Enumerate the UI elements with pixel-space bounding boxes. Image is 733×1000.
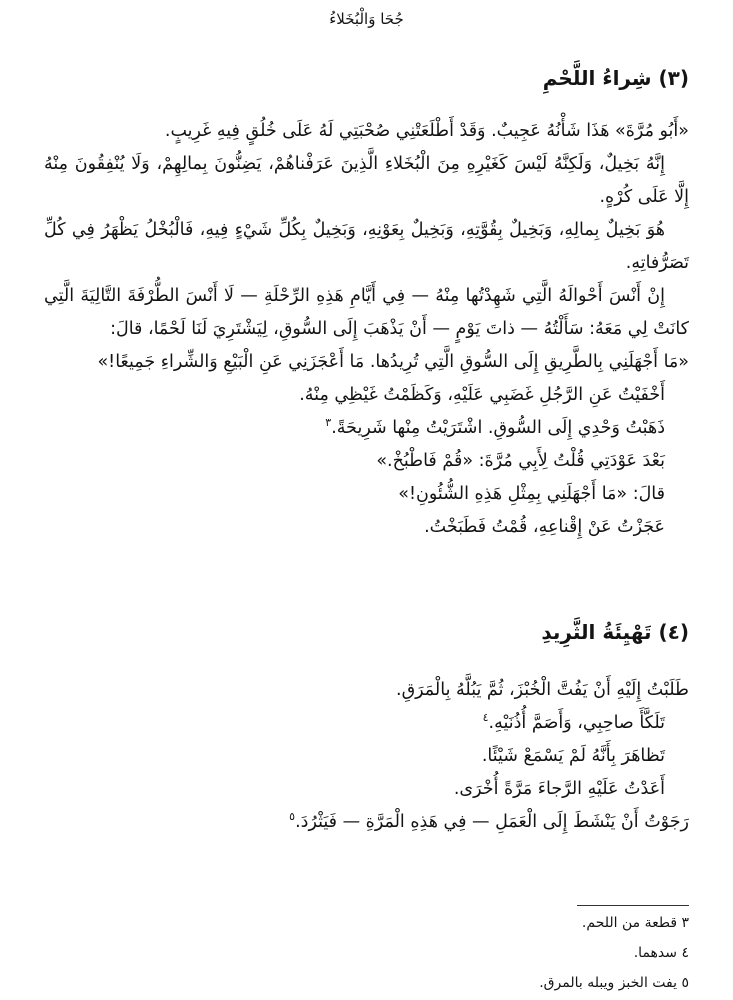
paragraph: بَعْدَ عَوْدَتِي قُلْتُ لِأَبِي مُرَّةَ: «قُمْ فَاطْبُخْ.» bbox=[376, 451, 665, 471]
paragraph bbox=[44, 806, 689, 839]
paragraph: قالَ: «مَا أَجْهَلَنِي بِمِثْلِ هَذِهِ الشُّئُونِ!» bbox=[398, 484, 665, 504]
paragraph: إِنْ أَنْسَ أَحْوالَهُ الَّتِي شَهِدْتُها مِنْهُ — فِي أَيَّامِ هَذِهِ الرِّحْلَةِ — لَا أَنْسَ الطُّرْفَةَ التَّالِيَةَ الَّتِي كانَتْ لِي مَعَهُ: سَأَلْتُهُ — ذاتَ يَوْمٍ — أَنْ يَذْهَبَ إِلَى السُّوقِ، لِيَشْتَرِيَ لَنَا لَحْمًا، قالَ: bbox=[44, 286, 689, 339]
footnote-ref: ٣ bbox=[325, 416, 332, 430]
section-3-body bbox=[44, 115, 689, 544]
paragraph bbox=[44, 412, 689, 445]
footnote: ٣ قطعة من اللحم. bbox=[581, 915, 689, 931]
footnote: ٤ سدهما. bbox=[633, 945, 689, 961]
footnote-ref: ٥ bbox=[289, 810, 296, 824]
paragraph: تَظاهَرَ بِأَنَّهُ لَمْ يَسْمَعْ شَيْئًا. bbox=[481, 746, 665, 766]
paragraph: هُوَ بَخِيلٌ بِمالِهِ، وَبَخِيلٌ بِقُوَّتِهِ، وَبَخِيلٌ بِعَوْنِهِ، وَبَخِيلٌ بِكُلِّ شَيْءٍ فِيهِ، فَالْبُخْلُ يَظْهَرُ فِي كُلِّ تَصَرُّفاتِهِ. bbox=[44, 220, 689, 273]
paragraph: عَجَزْتُ عَنْ إِقْناعِهِ، قُمْتُ فَطَبَخْتُ. bbox=[424, 517, 665, 537]
footnotes bbox=[44, 908, 689, 998]
footnote-divider bbox=[577, 905, 689, 906]
section-4-body bbox=[44, 674, 689, 839]
paragraph-text: تَلَكَّأَ صاحِبِي، وَأَصَمَّ أُذُنَيْهِ. bbox=[488, 713, 665, 733]
paragraph bbox=[44, 707, 689, 740]
paragraph: أَخْفَيْتُ عَنِ الرَّجُلِ غَضَبِي عَلَيْهِ، وَكَظَمْتُ غَيْظِي مِنْهُ. bbox=[299, 385, 665, 405]
paragraph: طَلَبْتُ إِلَيْهِ أَنْ يَفُتَّ الْخُبْزَ، ثُمَّ يَبُلَّهُ بِالْمَرَقِ. bbox=[396, 680, 689, 700]
section-3-heading: (٣) شِراءُ اللَّحْمِ bbox=[542, 66, 689, 90]
paragraph: أَعَدْتُ عَلَيْهِ الرَّجاءَ مَرَّةً أُخْرَى. bbox=[453, 779, 665, 799]
paragraph-text: ذَهَبْتُ وَحْدِي إِلَى السُّوقِ. اشْتَرَيْتُ مِنْها شَرِيحَةً. bbox=[331, 418, 665, 438]
section-4-heading: (٤) تَهْيِئَةُ الثَّرِيدِ bbox=[541, 620, 689, 644]
footnote-ref: ٤ bbox=[482, 711, 489, 725]
running-head: جُحَا وَالْبُخَلاءُ bbox=[329, 10, 404, 28]
footnote: ٥ يفت الخبز ويبله بالمرق. bbox=[539, 975, 689, 991]
paragraph: «مَا أَجْهَلَنِي بِالطَّرِيقِ إِلَى السُّوقِ الَّتِي تُرِيدُها. مَا أَعْجَزَنِي عَنِ الْبَيْعِ وَالشِّراءِ جَمِيعًا!» bbox=[97, 352, 689, 372]
paragraph: «أَبُو مُرَّةَ» هَذَا شَأْنُهُ عَجِيبٌ. وَقَدْ أَطْلَعَتْنِي صُحْبَتِي لَهُ عَلَى خُلُقٍ فِيهِ غَرِيبٍ. bbox=[164, 121, 689, 141]
paragraph: إِنَّهُ بَخِيلٌ، وَلَكِنَّهُ لَيْسَ كَغَيْرِهِ مِنَ الْبُخَلاءِ الَّذِينَ عَرَفْناهُمْ، يَضِنُّونَ بِمالِهِمْ، وَلَا يُنْفِقُونَ مِنْهُ إِلَّا عَلَى كُرْهٍ. bbox=[44, 154, 689, 207]
paragraph-text: رَجَوْتُ أَنْ يَنْشَطَ إِلَى الْعَمَلِ — فِي هَذِهِ الْمَرَّةِ — فَيَثْرُدَ. bbox=[295, 812, 689, 832]
